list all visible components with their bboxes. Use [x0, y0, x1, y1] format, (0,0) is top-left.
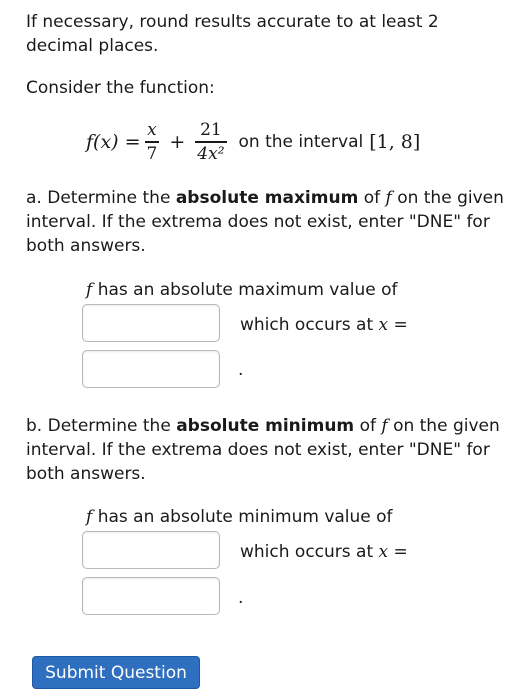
fraction-denominator: 7 — [146, 143, 158, 164]
interval-value: [1, 8] — [369, 131, 421, 153]
part-a-middle: of — [363, 188, 381, 208]
part-b-f: f — [381, 416, 388, 436]
part-a-max-value-input[interactable] — [82, 304, 220, 342]
part-a-question — [26, 186, 504, 258]
part-a-value-text: has an absolute maximum value of — [97, 280, 398, 300]
part-b-min-value-input[interactable] — [82, 531, 220, 569]
part-a-occurs-label — [240, 315, 408, 335]
function-formula — [86, 114, 420, 170]
part-a-value-label — [86, 280, 398, 300]
part-b-value-label — [86, 507, 393, 527]
plus-operator: + — [169, 131, 186, 153]
part-b-value-f: f — [86, 507, 93, 527]
part-a-max-x-input[interactable] — [82, 350, 220, 388]
submit-question-button[interactable]: Submit Question — [32, 656, 200, 689]
part-b-prefix: b. Determine the — [26, 416, 171, 436]
rounding-note: If necessary, round results accurate to at least 2 decimal places. — [26, 12, 439, 56]
part-b-occurs-text: which occurs at — [240, 542, 374, 562]
part-b-middle: of — [359, 416, 376, 436]
consider-text: Consider the function: — [26, 78, 215, 98]
part-a-value-f: f — [86, 280, 93, 300]
fraction-x-over-7 — [145, 119, 160, 164]
part-b-bold: absolute minimum — [176, 416, 355, 436]
part-a-suffix: on the given interval. If the extrema does not exist, enter "DNE" for both answers. — [26, 188, 504, 256]
part-b-value-text: has an absolute minimum value of — [97, 507, 393, 527]
interval-label: on the interval — [238, 132, 364, 152]
part-b-occurs-var: x = — [378, 542, 408, 562]
part-b-min-x-input[interactable] — [82, 577, 220, 615]
function-lhs: f(x) = — [86, 131, 141, 153]
fraction-21-over-4x2 — [195, 119, 226, 164]
part-a-f: f — [385, 188, 392, 208]
fraction-denominator: 4x² — [197, 143, 225, 164]
part-a-occurs-text: which occurs at — [240, 315, 374, 335]
part-a-occurs-var: x = — [378, 315, 408, 335]
part-b-question — [26, 414, 504, 486]
fraction-numerator: 21 — [200, 120, 222, 141]
part-a-prefix: a. Determine the — [26, 188, 171, 208]
part-b-occurs-label — [240, 542, 408, 562]
part-b-period: . — [238, 588, 244, 608]
part-a-period: . — [238, 360, 244, 380]
part-a-bold: absolute maximum — [175, 188, 359, 208]
fraction-numerator: x — [147, 120, 157, 141]
part-b-suffix: on the given interval. If the extrema does not exist, enter "DNE" for both answers. — [26, 416, 500, 484]
